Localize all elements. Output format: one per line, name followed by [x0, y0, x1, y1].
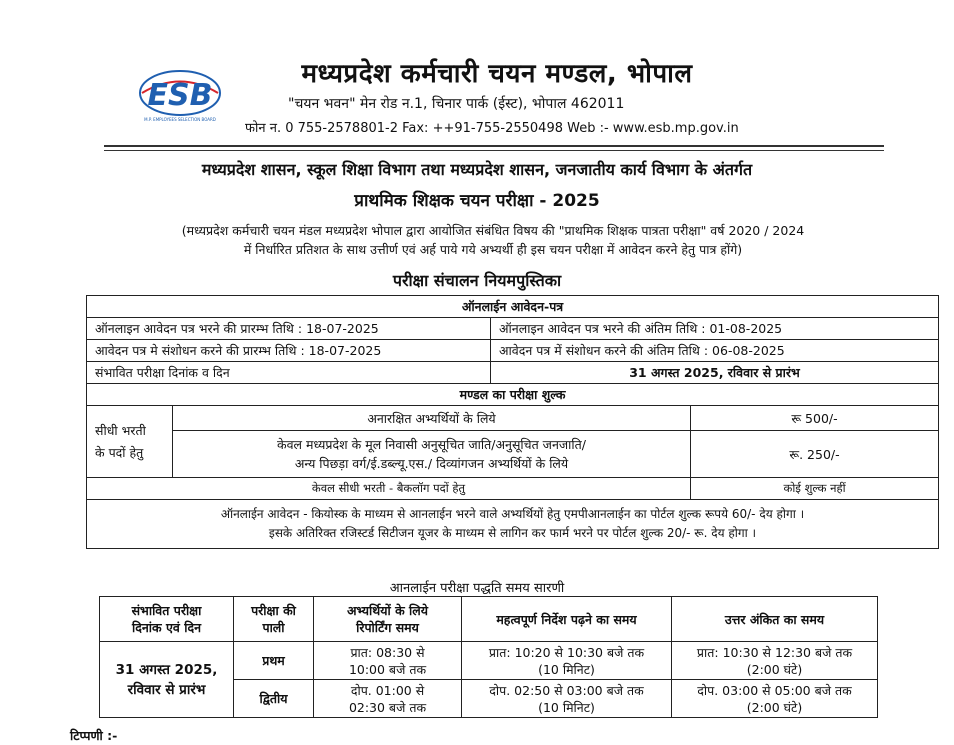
- exam-date-label: संभावित परीक्षा दिनांक व दिन: [87, 362, 491, 384]
- reporting-time-line-1: दोप. 01:00 से: [350, 682, 425, 698]
- reporting-time-line-1: प्रात: 08:30 से: [350, 644, 425, 660]
- header-reporting-line-2: रिपोर्टिंग समय: [356, 620, 419, 635]
- header-instructions: महत्वपूर्ण निर्देश पढ़ने का समय: [462, 597, 672, 642]
- application-start-label: ऑनलाइन आवेदन पत्र भरने की प्रारम्भ तिथि :: [95, 321, 303, 336]
- logo-text: ESB: [147, 78, 213, 113]
- instructions-time-line-1: प्रात: 10:20 से 10:30 बजे तक: [488, 644, 645, 660]
- eligibility-note: [78, 221, 908, 259]
- correction-end-cell: [491, 340, 939, 362]
- exam-title: प्राथमिक शिक्षक चयन परीक्षा - 2025: [354, 191, 600, 211]
- department-heading: मध्यप्रदेश शासन, स्कूल शिक्षा विभाग तथा मध्यप्रदेश शासन, जनजातीय कार्य विभाग के अंतर्गत: [201, 160, 753, 179]
- application-start-cell: [87, 318, 491, 340]
- header-answer: उत्तर अंकित का समय: [672, 597, 878, 642]
- application-end-cell: [491, 318, 939, 340]
- correction-end-label: आवेदन पत्र में संशोधन करने की अंतिम तिथि :: [499, 343, 709, 358]
- unreserved-label: अनारक्षित अभ्यर्थियों के लिये: [173, 406, 691, 431]
- schedule-table: [99, 596, 878, 718]
- header-shift-line-2: पाली: [262, 620, 285, 635]
- application-end-label: ऑनलाइन आवेदन पत्र भरने की अंतिम तिथि :: [499, 321, 706, 336]
- header-divider: [104, 145, 884, 147]
- instructions-time-line-2: (10 मिनिट): [538, 661, 595, 677]
- schedule-exam-date-line-1: 31 अगस्त 2025,: [115, 661, 218, 678]
- fee-section-title: मण्डल का परीक्षा शुल्क: [87, 384, 939, 406]
- shift-name: द्वितीय: [234, 680, 314, 718]
- table-row: [100, 642, 878, 680]
- unreserved-fee: रू 500/-: [691, 406, 939, 431]
- org-address: "चयन भवन" मेन रोड न.1, चिनार पार्क (ईस्ट), भोपाल 462011: [288, 96, 625, 112]
- application-section-title: ऑनलाईन आवेदन-पत्र: [87, 296, 939, 318]
- application-start-date: 18-07-2025: [306, 321, 379, 336]
- answer-time-line-1: दोप. 03:00 से 05:00 बजे तक: [697, 682, 852, 698]
- schedule-exam-date-line-2: रविवार से प्रारंभ: [127, 681, 206, 698]
- instructions-time-line-1: दोप. 02:50 से 03:00 बजे तक: [489, 682, 644, 698]
- application-end-date: 01-08-2025: [709, 321, 783, 336]
- instructions-time: [462, 680, 672, 718]
- reserved-fee: रू. 250/-: [691, 431, 939, 478]
- header-reporting: [314, 597, 462, 642]
- org-contact: फोन न. 0 755-2578801-2 Fax: ++91-755-2550498 Web :- www.esb.mp.gov.in: [245, 121, 739, 136]
- manual-title: परीक्षा संचालन नियमपुस्तिका: [392, 271, 562, 290]
- correction-start-date: 18-07-2025: [308, 343, 382, 358]
- direct-recruitment-label-line-2: के पदों हेतु: [95, 444, 144, 460]
- reserved-label-line-2: अन्य पिछड़ा वर्ग/ई.डब्ल्यू.एस./ दिव्यांगजन अभ्यर्थियों के लिये: [294, 456, 569, 471]
- reporting-time-line-2: 10:00 बजे तक: [348, 661, 427, 677]
- application-fee-table: [86, 295, 939, 549]
- note-label: टिप्पणी :-: [70, 728, 118, 743]
- backlog-fee: कोई शुल्क नहीं: [691, 478, 939, 500]
- answer-time: [672, 680, 878, 718]
- logo-subtext: M.P. EMPLOYEES SELECTION BOARD: [144, 117, 216, 122]
- portal-fee-note-line-1: ऑनलाईन आवेदन - कियोस्क के माध्यम से आनलाईन भरने वाले अभ्यर्थियों हेतु एमपीआनलाईन का पोर्टल शुल्क रूपये 60/- देय होगा ।: [220, 507, 805, 521]
- correction-start-label: आवेदन पत्र मे संशोधन करने की प्रारम्भ तिथि :: [95, 343, 305, 358]
- header-divider-thin: [104, 150, 884, 151]
- reporting-time-line-2: 02:30 बजे तक: [348, 699, 427, 715]
- eligibility-line-2: में निर्धारित प्रतिशत के साथ उत्तीर्ण एवं अर्ह पाये गये अभ्यर्थी ही इस चयन परीक्षा में आवेदन करने हेतु पात्र होंगे): [243, 242, 743, 257]
- portal-fee-note-line-2: इसके अतिरिक्त रजिस्टर्ड सिटीजन यूजर के माध्यम से लागिन कर फार्म भरने पर पोर्टल शुल्क 20/- रू. देय होगा ।: [268, 526, 757, 540]
- reporting-time: [314, 642, 462, 680]
- schedule-caption: आनलाईन परीक्षा पद्धति समय सारणी: [389, 581, 565, 596]
- header-date: [100, 597, 234, 642]
- answer-time: [672, 642, 878, 680]
- schedule-exam-date: [100, 642, 234, 718]
- org-title: मध्यप्रदेश कर्मचारी चयन मण्डल, भोपाल: [301, 59, 693, 89]
- correction-start-cell: [87, 340, 491, 362]
- instructions-time-line-2: (10 मिनिट): [538, 699, 595, 715]
- header-shift: [234, 597, 314, 642]
- portal-fee-note: [87, 500, 939, 549]
- header-shift-line-1: परीक्षा की: [251, 603, 296, 618]
- eligibility-line-1: (मध्यप्रदेश कर्मचारी चयन मंडल मध्यप्रदेश भोपाल द्वारा आयोजित संबंधित विषय की "प्राथमिक शिक्षक पात्रता परीक्षा" वर्ष 2020 / 2024: [181, 223, 805, 238]
- instructions-time: [462, 642, 672, 680]
- backlog-label: केवल सीधी भरती - बैकलॉग पदों हेतु: [87, 478, 691, 500]
- shift-name: प्रथम: [234, 642, 314, 680]
- exam-date-value: 31 अगस्त 2025, रविवार से प्रारंभ: [491, 362, 939, 384]
- answer-time-line-1: प्रात: 10:30 से 12:30 बजे तक: [696, 644, 853, 660]
- esb-logo: [138, 68, 222, 124]
- schedule-header-row: [100, 597, 878, 642]
- direct-recruitment-label-line-1: सीधी भरती: [95, 422, 146, 438]
- header-reporting-line-1: अभ्यर्थियों के लिये: [347, 603, 428, 618]
- direct-recruitment-label: [87, 406, 173, 478]
- header-date-line-1: संभावित परीक्षा: [131, 603, 202, 618]
- header-date-line-2: दिनांक एवं दिन: [131, 620, 202, 635]
- reporting-time: [314, 680, 462, 718]
- reserved-label: [173, 431, 691, 478]
- correction-end-date: 06-08-2025: [712, 343, 785, 358]
- reserved-label-line-1: केवल मध्यप्रदेश के मूल निवासी अनुसूचित जाति/अनुसूचित जनजाति/: [277, 437, 586, 452]
- answer-time-line-2: (2:00 घंटे): [746, 661, 803, 677]
- answer-time-line-2: (2:00 घंटे): [746, 699, 803, 715]
